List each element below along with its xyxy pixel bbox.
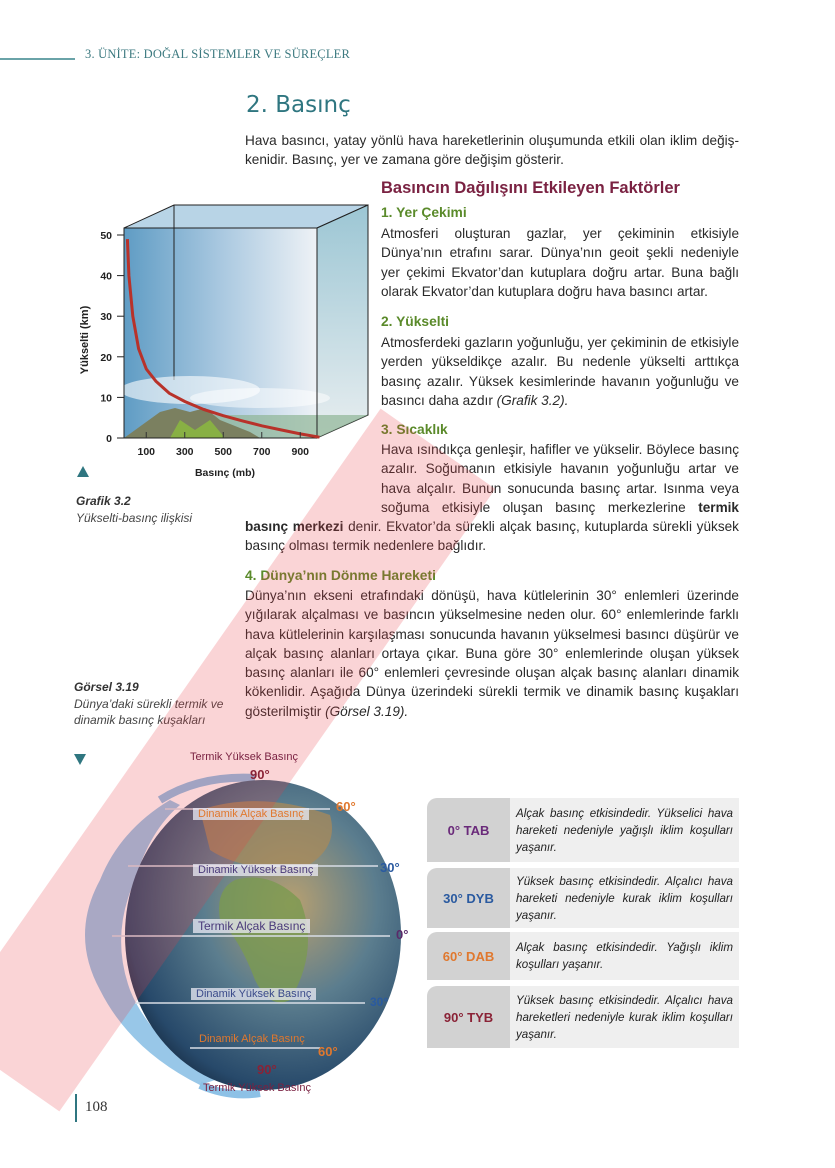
label-30n: 30° [380,860,400,875]
label-equator: 0° [396,927,409,942]
x-axis-label: Basınç (mb) [194,467,256,479]
x-tick-label: 300 [175,446,194,458]
text: Atmosferdeki gazların yoğunluğu, yer çekiminin de etkisiyle yerden yükseldikçe azalır. Bu nedenle yükselti arttıkça basınç azalır. Yüksek kesimlerinde havanın yoğunluğu ve basıncı daha azdır [381,335,739,408]
belt-description: Alçak basınç etkisindedir. Yükselici hava hareketi nedeniyle yağışlı iklim koşulları yaşanır. [510,798,739,862]
belt-description: Yüksek basınç etkisindedir. Alçalıcı hava hareketleri nedeniyle kurak iklim koşulları yaşanır. [510,986,739,1048]
text: denir. Ekvator’da sürekli alçak basınç, kutuplarda sürekli yüksek basınç olması termik nedenlere bağlıdır. [245,519,739,554]
factor-text-gravity: Atmosferi oluşturan gazlar, yer çekiminin etkisiyle Dünya’nın etrafını sarar. Dünya’nın geoit şekli nedeniyle yer çekimi Ekvator’dan kutuplara doğru artar. Buna bağlı olarak Ekvator’dan kutuplara doğru hava basıncı artar. [381,226,739,299]
unit-title: 3. ÜNİTE: DOĞAL SİSTEMLER VE SÜREÇLER [85,47,351,61]
graph-reference: (Grafik 3.2). [496,392,569,408]
y-tick-label: 50 [100,230,112,242]
factor-text-altitude [381,333,739,410]
x-tick-label: 900 [291,446,310,458]
text: Hava ısındıkça genleşir, hafifler ve yükselir. Böylece basınç azalır. Soğumanın etkisiyle havanın yoğunluğu artar ve hava alçalır. Bunun sonucunda basınç artar. Isınma veya soğuma etkisiyle oluşan basınç merkezlerine [381,442,739,515]
factors-heading: Basıncın Dağılışını Etkileyen Faktörler [381,179,680,197]
label-60n: 60° [336,799,356,814]
graph-caption-subtitle: Yükselti-basınç ilişkisi [76,511,193,525]
belt-key: 0° TAB [427,798,510,862]
text: Dünya’nın ekseni etrafındaki dönüşü, hava kütlelerinin 30° enlemleri üzerinde yığılarak alçalması ve basıncın yükselmesine neden olur. 60° enlemlerinde farklı hava kütlelerinin karşılaşması sonucunda havanın yükselmesi basıncı düşürür ve alçak basınç alanları ortaya çıkar. Buna göre 30° enlemlerinde oluşan yüksek basınç alanları ile 60° enlemleri çevresinde oluşan alçak basınç alanları dinamik kökenlidir. Aşağıda Dünya üzerindeki sürekli termik ve dinamik basınç kuşakları gösterilmiştir [245,588,739,719]
belt-key: 30° DYB [427,868,510,928]
label-60s: 60° [318,1044,338,1059]
page-number: 108 [85,1099,108,1115]
belt-description: Yüksek basınç etkisindedir. Alçalıcı hava hareketi nedeniyle kurak iklim koşulları yaşanır. [510,868,739,928]
x-tick-label: 700 [252,446,271,458]
y-tick-label: 20 [100,351,112,364]
figure-caption-subtitle: Dünya’daki sürekli termik ve dinamik basınç kuşakları [74,697,224,727]
factor-title-temperature: 3. Sıcaklık [381,422,448,437]
label-bottom-thermal-high: Termik Yüksek Basınç [203,1082,312,1094]
x-tick-label: 500 [214,446,233,458]
footer-rule [75,1094,77,1122]
factor-title-altitude: 2. Yükselti [381,314,450,329]
belt-row-60-dab [427,932,739,980]
y-tick-label: 0 [106,433,112,445]
y-tick-label: 10 [100,392,112,405]
y-tick-label: 30 [100,311,112,324]
label-n-dynamic-high: Dinamik Yüksek Basınç [193,864,318,876]
term-bold: termik basınç merkezi [245,499,739,535]
intro-paragraph: Hava basıncı, yatay yönlü hava hareketlerinin oluşumunda etkili olan iklim değişkenidir. Basınç, yer ve zamana göre değişim gösterir. [245,133,739,168]
belt-row-30-dyb [427,868,739,928]
y-tick-label: 40 [100,270,112,283]
label-s-dynamic-low: Dinamik Alçak Basınç [199,1033,305,1045]
label-90s: 90° [257,1062,277,1077]
belt-key: 60° DAB [427,932,510,980]
y-axis-label: Yükselti (km) [79,305,91,375]
x-tick-label: 100 [137,446,156,458]
label-thermal-low: Termik Alçak Basınç [193,919,310,933]
belt-row-90-tyb [427,986,739,1048]
label-s-dynamic-high: Dinamik Yüksek Basınç [191,988,316,1000]
belt-description: Alçak basınç etkisindedir. Yağışlı iklim koşulları yaşanır. [510,932,739,980]
belt-row-0-tab [427,798,739,862]
label-30s: 30° [370,995,389,1009]
section-title: 2. Basınç [246,92,351,118]
figure-caption-title: Görsel 3.19 [74,680,139,694]
label-90n: 90° [250,767,270,782]
label-n-dynamic-low: Dinamik Alçak Basınç [193,808,309,820]
graph-caption-title: Grafik 3.2 [76,494,131,508]
factor-title-rotation: 4. Dünya’nın Dönme Hareketi [245,568,436,583]
figure-reference: (Görsel 3.19). [325,703,409,719]
label-top-thermal-high: Termik Yüksek Basınç [190,751,299,763]
factor-title-gravity: 1. Yer Çekimi [381,205,467,220]
belt-key: 90° TYB [427,986,510,1048]
